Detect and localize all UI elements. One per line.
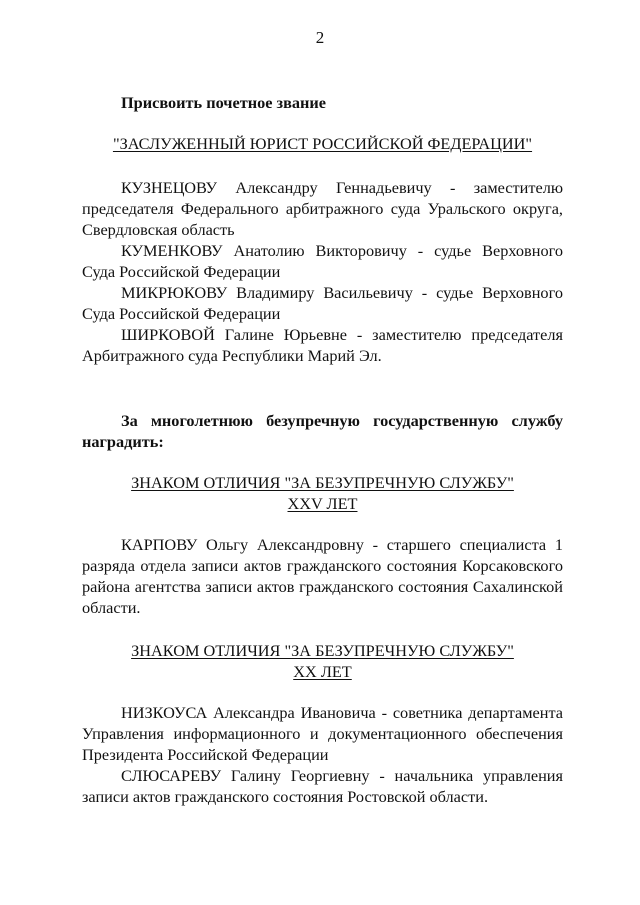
award2-entry: СЛЮСАРЕВУ Галину Георгиевну - начальника управления записи актов гражданского состояния Ростовской области. <box>82 766 563 806</box>
section1-entry: ШИРКОВОЙ Галине Юрьевне - заместителю председателя Арбитражного суда Республики Марий Эл. <box>82 325 563 365</box>
award2-title <box>82 640 563 682</box>
award2-title-line2: XX ЛЕТ <box>293 662 352 681</box>
award2-title-line1: ЗНАКОМ ОТЛИЧИЯ "ЗА БЕЗУПРЕЧНУЮ СЛУЖБУ" <box>131 641 514 660</box>
section1-entry: КУЗНЕЦОВУ Александру Геннадьевичу - заместителю председателя Федерального арбитражного суда Уральского округа, Свердловская область <box>82 178 563 239</box>
section1-entry: КУМЕНКОВУ Анатолию Викторовичу - судье Верховного Суда Российской Федерации <box>82 241 563 281</box>
section1-title: "ЗАСЛУЖЕННЫЙ ЮРИСТ РОССИЙСКОЙ ФЕДЕРАЦИИ" <box>112 134 533 153</box>
section1-intro: Присвоить почетное звание <box>121 93 326 112</box>
award2-entry: НИЗКОУСА Александра Ивановича - советника департамента Управления информационного и документационного обеспечения Президента Российской Федерации <box>82 703 563 764</box>
section1-entry: МИКРЮКОВУ Владимиру Васильевичу - судье Верховного Суда Российской Федерации <box>82 283 563 323</box>
award1-title <box>82 472 563 514</box>
document-body <box>82 92 563 807</box>
section2-intro: За многолетнюю безупречную государственную службу наградить: <box>82 411 563 451</box>
award1-title-line2: XXV ЛЕТ <box>287 494 358 513</box>
award1-title-line1: ЗНАКОМ ОТЛИЧИЯ "ЗА БЕЗУПРЕЧНУЮ СЛУЖБУ" <box>131 473 514 492</box>
page-number: 2 <box>315 28 325 47</box>
award1-entry: КАРПОВУ Ольгу Александровну - старшего специалиста 1 разряда отдела записи актов гражданского состояния Корсаковского района агентства записи актов гражданского состояния Сахалинской области. <box>82 535 563 617</box>
